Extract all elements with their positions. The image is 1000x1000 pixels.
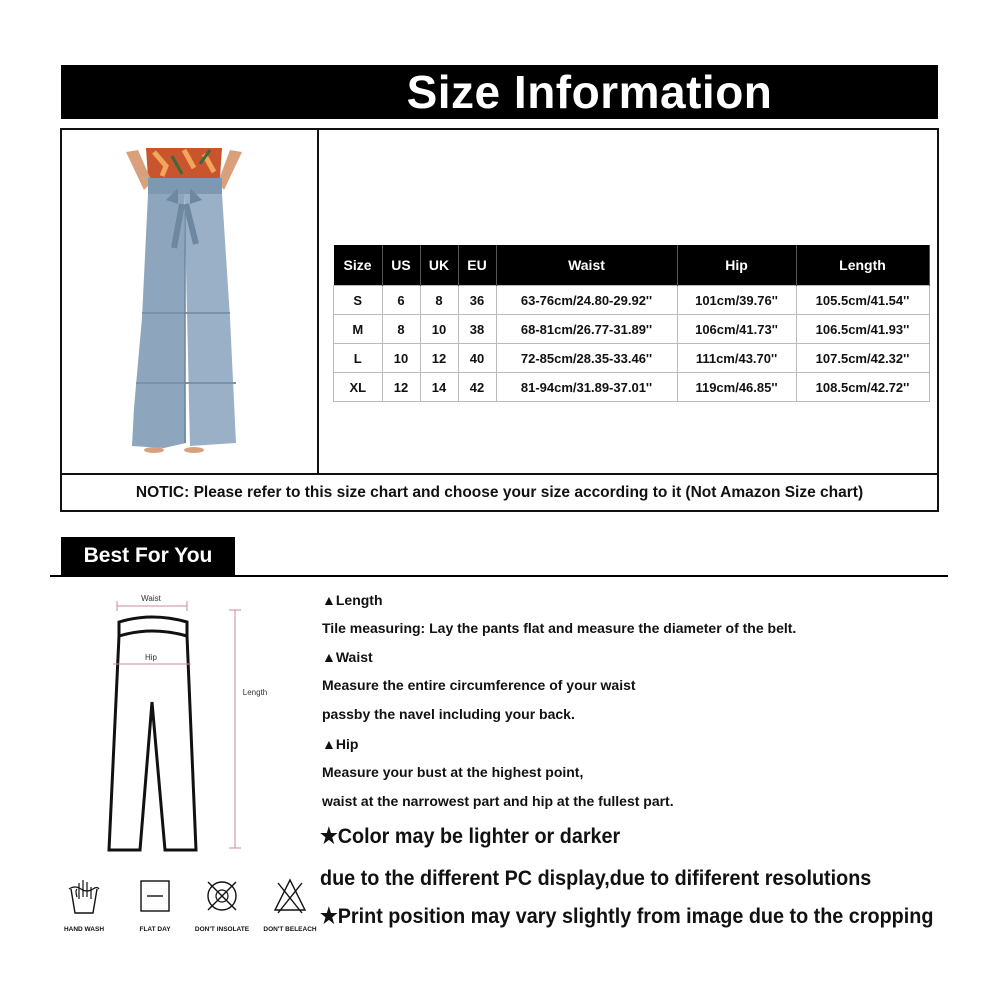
print-note: ★Print position may vary slightly from image due to the cropping <box>320 904 934 928</box>
length-text: Tile measuring: Lay the pants flat and measure the diameter of the belt. <box>322 620 797 636</box>
table-cell: 108.5cm/42.72'' <box>796 373 929 402</box>
table-cell: 101cm/39.76'' <box>677 286 796 315</box>
do-not-bleach-icon <box>272 877 308 915</box>
table-cell: 68-81cm/26.77-31.89'' <box>496 315 677 344</box>
table-row <box>334 286 930 315</box>
care-item-do-not-bleach <box>255 877 325 933</box>
hand-wash-icon <box>67 877 101 915</box>
column-header: Size <box>334 245 383 286</box>
best-for-you-heading <box>61 537 235 575</box>
table-cell: 107.5cm/42.32'' <box>796 344 929 373</box>
table-cell: 10 <box>382 344 420 373</box>
care-label: DON'T INSOLATE <box>194 926 250 933</box>
table-cell: S <box>334 286 383 315</box>
table-cell: 10 <box>420 315 458 344</box>
size-information-banner <box>61 65 938 119</box>
table-cell: XL <box>334 373 383 402</box>
color-note-line-2: due to the different PC display,due to dififerent resolutions <box>320 866 872 890</box>
table-cell: 81-94cm/31.89-37.01'' <box>496 373 677 402</box>
table-cell: 38 <box>458 315 496 344</box>
table-cell: 105.5cm/41.54'' <box>796 286 929 315</box>
table-row <box>334 373 930 402</box>
care-item-flat-dry <box>120 877 190 933</box>
hip-text-line-2: waist at the narrowest part and hip at the fullest part. <box>322 793 674 809</box>
page-title: Size Information <box>406 66 773 118</box>
table-cell: 72-85cm/28.35-33.46'' <box>496 344 677 373</box>
table-cell: 106cm/41.73'' <box>677 315 796 344</box>
table-cell: 8 <box>382 315 420 344</box>
column-header: UK <box>420 245 458 286</box>
waist-text-line-2: passby the navel including your back. <box>322 706 575 722</box>
table-header-row <box>334 245 930 286</box>
table-cell: 63-76cm/24.80-29.92'' <box>496 286 677 315</box>
section-title: Best For You <box>83 544 213 567</box>
waist-text-line-1: Measure the entire circumference of your waist <box>322 677 636 693</box>
care-label: FLAT DAY <box>139 926 171 933</box>
flat-dry-icon <box>138 877 172 915</box>
table-cell: 106.5cm/41.93'' <box>796 315 929 344</box>
notice-text: NOTIC: Please refer to this size chart and choose your size according to it (Not Amazon Size chart) <box>135 483 864 501</box>
column-header: EU <box>458 245 496 286</box>
table-row <box>334 344 930 373</box>
table-cell: L <box>334 344 383 373</box>
table-cell: 12 <box>420 344 458 373</box>
table-cell: 6 <box>382 286 420 315</box>
length-heading: ▲Length <box>322 592 383 608</box>
table-row <box>334 315 930 344</box>
measurement-diagram <box>95 592 295 854</box>
color-note-line-1: ★Color may be lighter or darker <box>320 824 621 848</box>
frame-divider-vertical <box>317 130 319 473</box>
do-not-insolate-icon <box>204 877 240 915</box>
table-cell: 12 <box>382 373 420 402</box>
table-cell: 36 <box>458 286 496 315</box>
column-header: US <box>382 245 420 286</box>
section-divider <box>50 575 948 577</box>
column-header: Hip <box>677 245 796 286</box>
column-header: Length <box>796 245 929 286</box>
care-item-hand-wash <box>49 877 119 933</box>
table-cell: 8 <box>420 286 458 315</box>
table-cell: 40 <box>458 344 496 373</box>
table-cell: 14 <box>420 373 458 402</box>
size-table <box>333 245 930 402</box>
table-cell: 42 <box>458 373 496 402</box>
hip-label: Hip <box>144 653 158 662</box>
care-label: HAND WASH <box>63 926 105 933</box>
care-label: DON'T BELEACH <box>263 926 317 933</box>
length-label: Length <box>242 688 268 697</box>
hip-text-line-1: Measure your bust at the highest point, <box>322 764 584 780</box>
table-cell: 111cm/43.70'' <box>677 344 796 373</box>
care-item-do-not-insolate <box>187 877 257 933</box>
waist-label: Waist <box>141 594 161 603</box>
waist-heading: ▲Waist <box>322 649 373 665</box>
table-cell: M <box>334 315 383 344</box>
table-cell: 119cm/46.85'' <box>677 373 796 402</box>
product-photo <box>124 148 244 453</box>
hip-heading: ▲Hip <box>322 736 359 752</box>
column-header: Waist <box>496 245 677 286</box>
